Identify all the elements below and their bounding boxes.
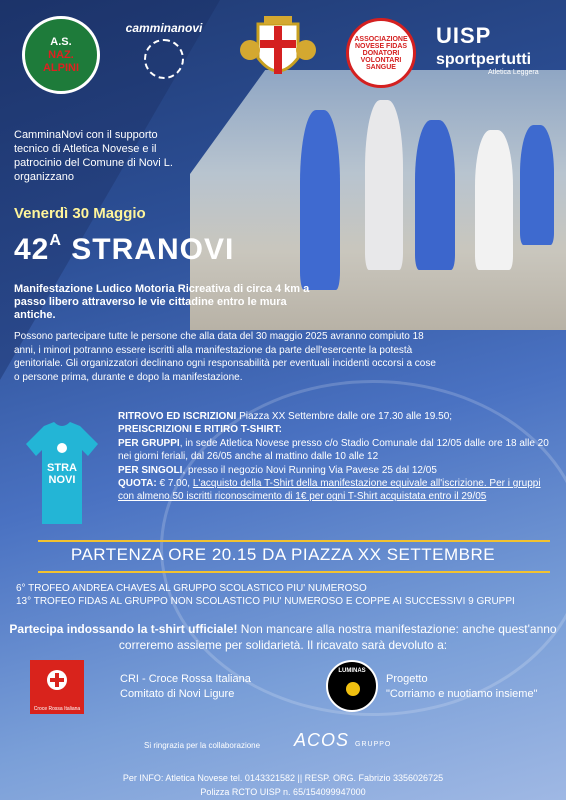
- participate-message: [0, 621, 566, 653]
- cri-logo-text: Croce Rossa Italiana: [33, 706, 81, 712]
- cri-name: CRI - Croce Rossa Italiana: [120, 673, 251, 685]
- camminanovi-text: camminanovi: [125, 21, 203, 35]
- city-crest-logo: [236, 14, 320, 90]
- title-number: 42: [14, 233, 50, 266]
- footer-contact: Per INFO: Atletica Novese tel. 0143321582 || RESP. ORG. Fabrizio 3356026725: [122, 773, 444, 783]
- trophy-line-2: 13° TROFEO FIDAS AL GRUPPO NON SCOLASTICO PIU' NUMEROSO E COPPE AI SUCCESSIVI 9 GRUPPI: [16, 596, 515, 607]
- intro-text: CamminaNovi con il supporto tecnico di Atletica Novese e il patrocinio del Comune di Novi L. organizzano: [14, 129, 173, 183]
- start-announcement: PARTENZA ORE 20.15 DA PIAZZA XX SETTEMBRE: [70, 545, 496, 564]
- participation-text: Possono partecipare tutte le persone che alla data del 30 maggio 2025 avranno compiuto 18 anni, i minori potranno essere iscritti alla manifestazione da parte dell'esercente la potestà genitoriale. Gli organizzatori declinano ogni responsabilità per eventuali incidenti occorsi a cose o persone prima, durante e dopo la manifestazione.: [14, 331, 436, 383]
- trophy-line-1: 6° TROFEO ANDREA CHAVES AL GRUPPO SCOLASTICO PIU' NUMEROSO: [16, 583, 367, 594]
- fidas-logo: [346, 18, 416, 88]
- registration-info: [118, 410, 558, 504]
- acos-logo: [294, 730, 391, 751]
- crest-icon: [236, 14, 320, 90]
- uisp-subtitle: Atletica Leggera: [488, 68, 539, 76]
- title-name: STRANOVI: [71, 233, 235, 266]
- ans-line1: A.S.: [50, 35, 72, 48]
- singoli-line: [118, 464, 558, 477]
- dandelion-icon: [144, 39, 184, 79]
- red-cross-icon: [47, 670, 67, 690]
- thanks-text: Si ringrazia per la collaborazione: [144, 741, 261, 750]
- quota-value: € 7.00,: [156, 478, 193, 490]
- luminas-logo: [326, 660, 378, 712]
- acos-sub: GRUPPO: [355, 741, 392, 748]
- participate-bold: Partecipa indossando la t-shirt ufficiale!: [9, 622, 238, 636]
- quota-label: QUOTA:: [118, 478, 157, 490]
- event-date: Venerdì 30 Maggio: [14, 205, 146, 222]
- camminanovi-logo: [118, 18, 210, 82]
- ritrovo-line: [118, 410, 558, 423]
- cri-committee: Comitato di Novi Ligure: [120, 688, 235, 700]
- divider-bottom: [38, 571, 550, 573]
- gruppi-text: , in sede Atletica Novese presso c/o Stadio Comunale dal 12/05 dalle ore 18 alle 20 nei giorni feriali, dal 26/05 anche al mattino dalle 10 alle 12: [118, 437, 549, 463]
- runner-figure: [300, 110, 340, 290]
- uisp-tagline: sportpertutti: [436, 50, 532, 68]
- cri-logo: [30, 660, 84, 714]
- preiscrizioni-line: [118, 423, 558, 436]
- preiscrizioni-label: PREISCRIZIONI E RITIRO T-SHIRT:: [118, 424, 282, 436]
- gruppi-line: [118, 437, 558, 464]
- uisp-text: UISP: [436, 22, 492, 48]
- runner-figure: [365, 100, 403, 270]
- gruppi-label: PER GRUPPI: [118, 437, 180, 449]
- singoli-label: PER SINGOLI: [118, 464, 183, 476]
- ritrovo-label: RITROVO ED ISCRIZIONI: [118, 411, 237, 422]
- tshirt-image: [24, 418, 100, 528]
- trophies: [16, 582, 556, 608]
- project-beneficiary: [386, 672, 537, 702]
- ans-line3: ALPINI: [42, 61, 80, 74]
- project-label: Progetto: [386, 673, 428, 685]
- fidas-text: ASSOCIAZIONE NOVESE FIDAS DONATORI VOLONTARI SANGUE: [354, 35, 408, 71]
- tshirt-text: STRA NOVI: [47, 462, 77, 486]
- luminas-sun-icon: [346, 682, 360, 696]
- ans-line2: NAZ.: [48, 48, 74, 61]
- title-superscript: A: [49, 232, 62, 249]
- footer: [0, 771, 566, 799]
- uisp-logo: [436, 14, 554, 84]
- acos-text: ACOS: [294, 730, 350, 750]
- divider-top: [38, 540, 550, 542]
- quota-line: [118, 477, 558, 504]
- ritrovo-text: Piazza XX Settembre dalle ore 17.30 alle 19.50;: [236, 411, 453, 422]
- participate-text: Non mancare alla nostra manifestazione: anche quest'anno correremo assieme per solidarietà. Il ricavato sarà devoluto a:: [118, 622, 557, 652]
- runner-figure: [475, 130, 513, 270]
- runner-figure: [415, 120, 455, 270]
- runner-figure: [520, 125, 554, 245]
- singoli-text: , presso il negozio Novi Running Via Pavese 25 dal 12/05: [182, 464, 437, 476]
- quota-note: L'acquisto della T-Shirt della manifestazione equivale all'iscrizione. Per i gruppi con almeno 50 iscritti riconoscimento di 1€ per ogni T-Shirt acquistata entro il 29/05: [118, 478, 541, 503]
- cri-beneficiary: [120, 672, 251, 702]
- footer-insurance: Polizza RCTO UISP n. 65/154099947000: [200, 787, 366, 797]
- event-title: [14, 232, 234, 267]
- ana-alpini-logo: [22, 16, 100, 94]
- event-subtitle: Manifestazione Ludico Motoria Ricreativa di circa 4 km a passo libero attraverso le vie cittadine entro le mura antiche.: [14, 283, 310, 321]
- project-name: "Corriamo e nuotiamo insieme": [386, 688, 538, 700]
- luminas-text: LUMINAS: [338, 668, 366, 674]
